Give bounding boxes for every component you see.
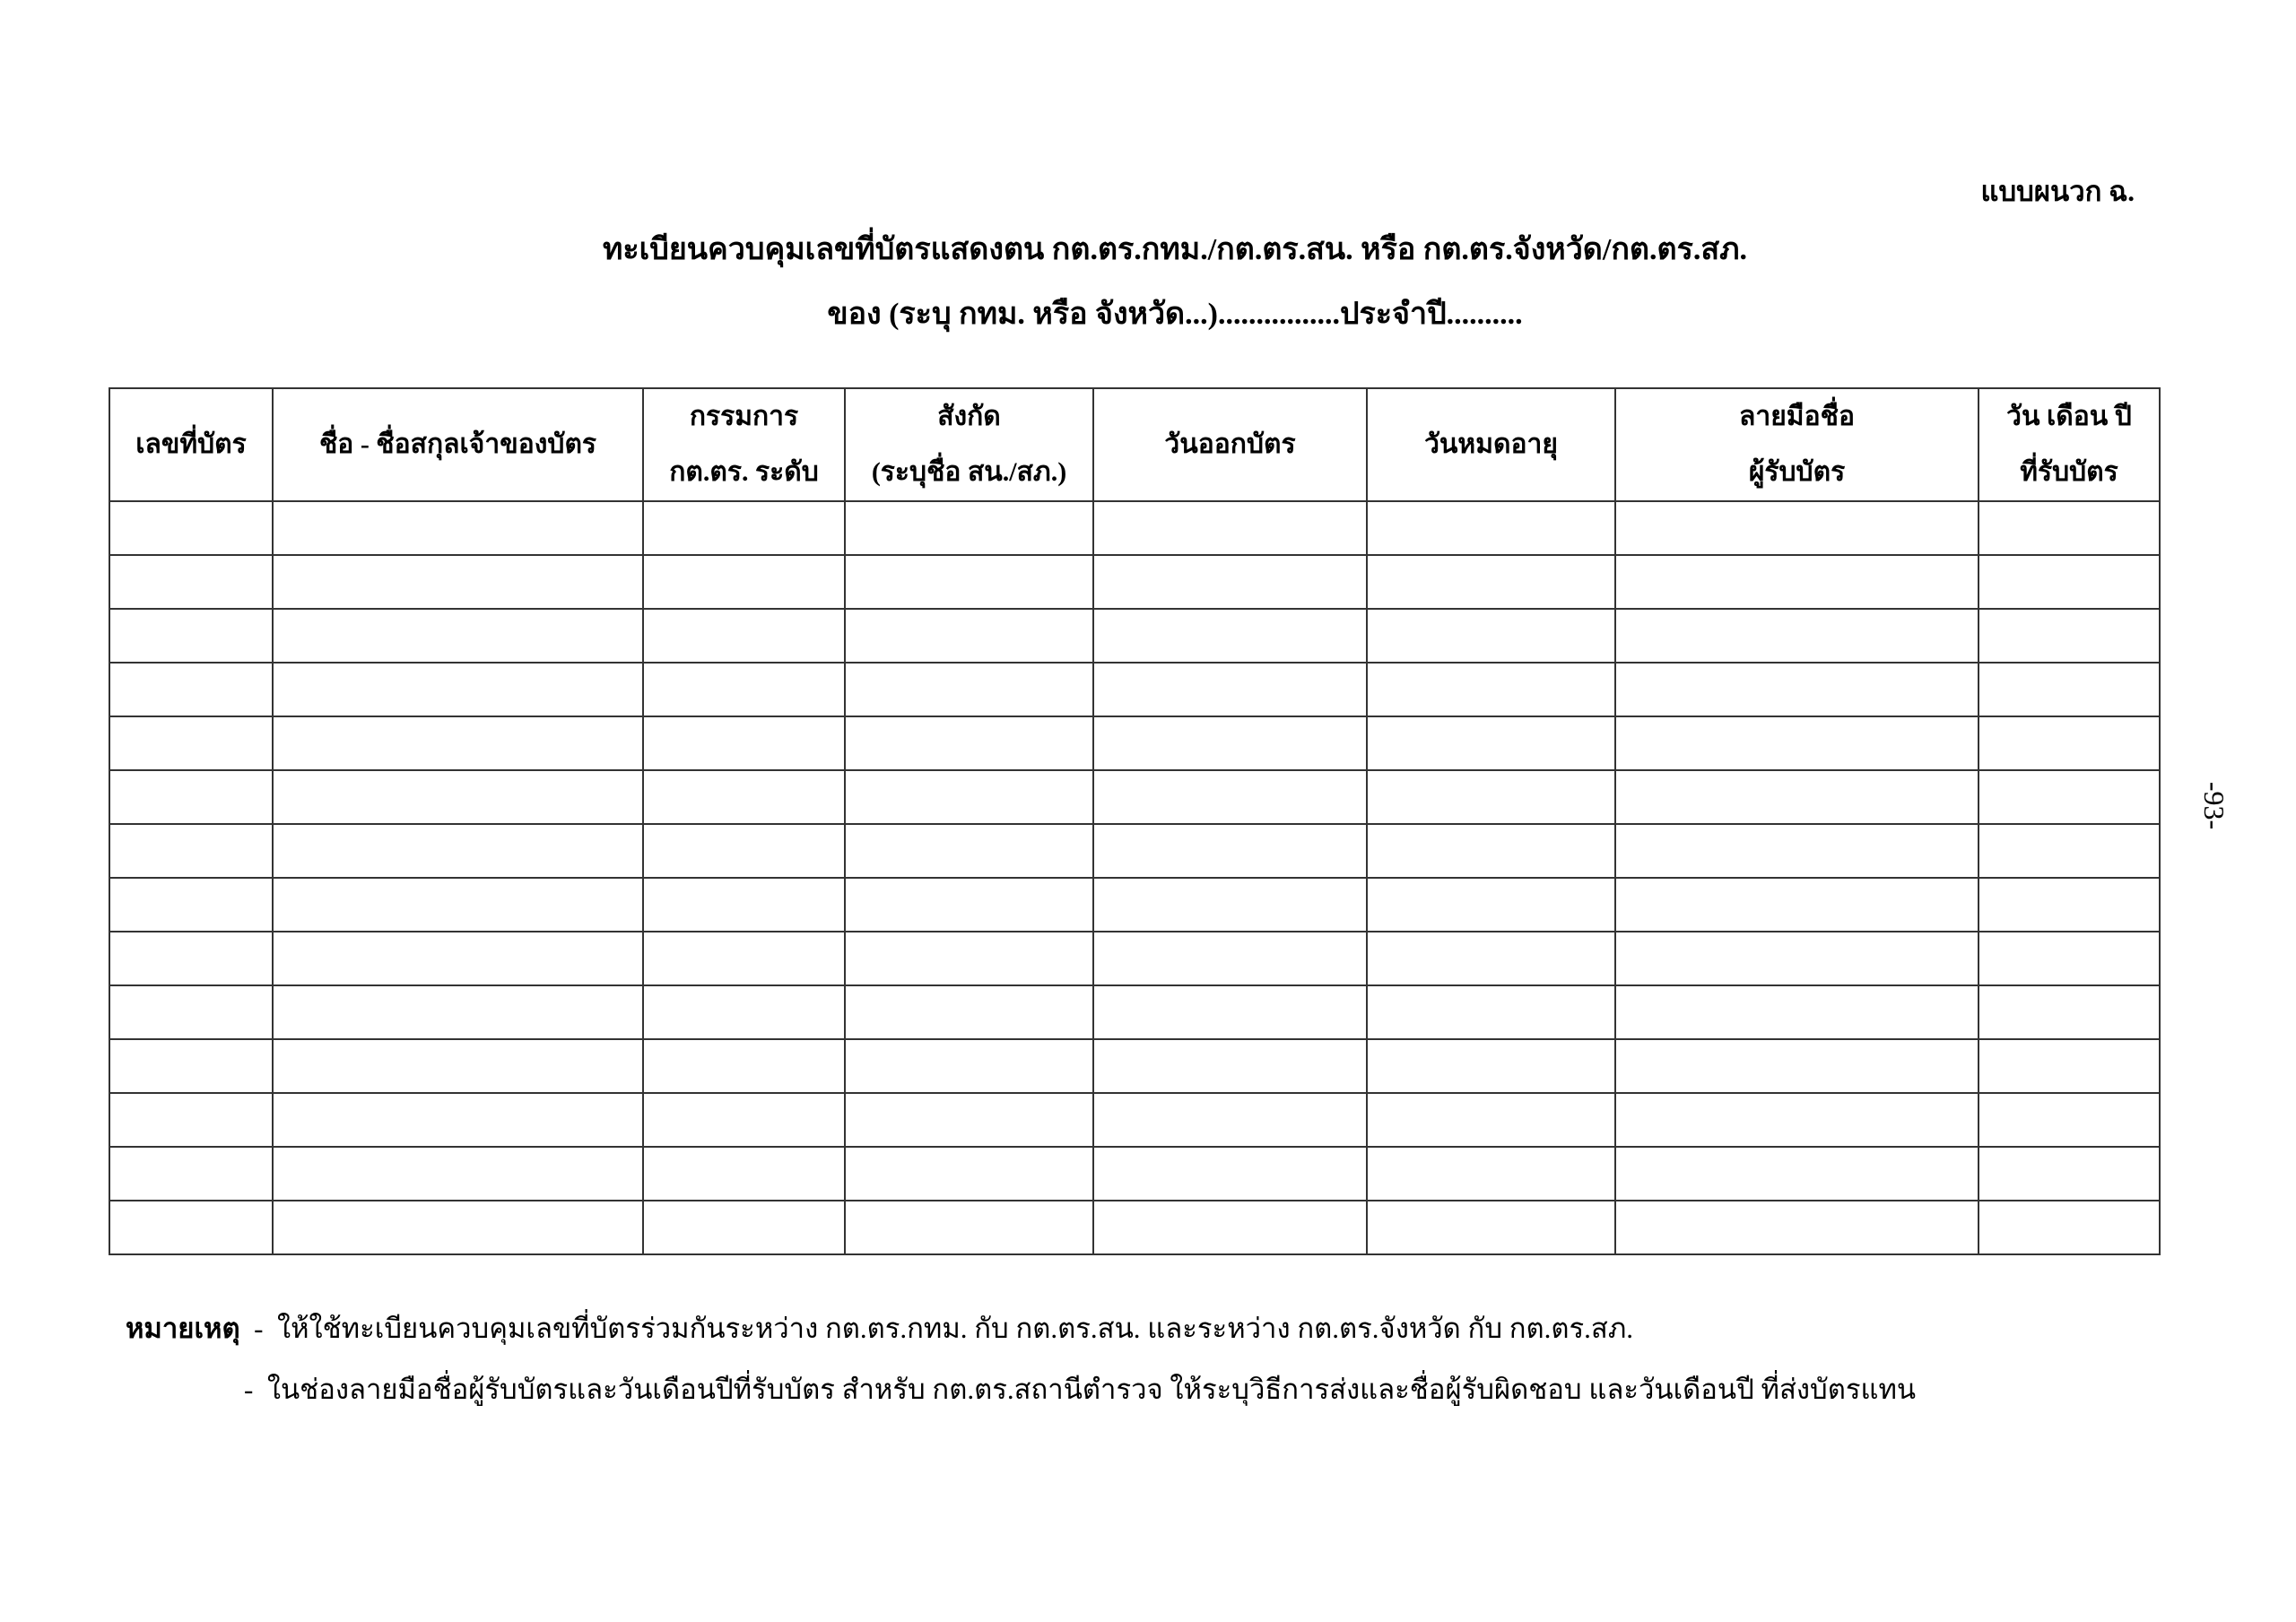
table-cell	[1367, 1039, 1615, 1093]
table-cell	[845, 1201, 1093, 1254]
table-cell	[1615, 501, 1979, 555]
table-row	[109, 770, 2160, 824]
table-cell	[1979, 663, 2160, 716]
table-cell	[1979, 1147, 2160, 1201]
table-cell	[273, 824, 643, 878]
note-line-2	[126, 1359, 1916, 1420]
table-cell	[1615, 609, 1979, 663]
table-cell	[273, 1093, 643, 1147]
table-cell	[643, 609, 845, 663]
table-cell	[643, 1147, 845, 1201]
table-cell	[845, 878, 1093, 932]
table-cell	[273, 1039, 643, 1093]
table-cell	[109, 501, 273, 555]
col-header-line: เลขที่บัตร	[135, 429, 247, 459]
table-row	[109, 609, 2160, 663]
table-cell	[273, 555, 643, 609]
table-cell	[1367, 609, 1615, 663]
col-header-owner-name	[273, 388, 643, 501]
col-header-line: กรรมการ	[689, 402, 799, 431]
table-cell	[1615, 878, 1979, 932]
table-cell	[1979, 501, 2160, 555]
table-cell	[1615, 1039, 1979, 1093]
table-cell	[273, 770, 643, 824]
table-cell	[1093, 770, 1367, 824]
table-cell	[109, 716, 273, 770]
table-cell	[1367, 770, 1615, 824]
table-cell	[845, 932, 1093, 985]
table-cell	[1093, 1201, 1367, 1254]
table-cell	[1979, 1201, 2160, 1254]
table-cell	[1093, 1147, 1367, 1201]
table-cell	[109, 1147, 273, 1201]
table-cell	[109, 932, 273, 985]
document-subtitle: ของ (ระบุ กทม. หรือ จังหวัด...)................ประจำปี..........	[827, 298, 1523, 331]
table-cell	[273, 663, 643, 716]
table-cell	[643, 985, 845, 1039]
note-text-2: ในช่องลายมือชื่อผู้รับบัตรและวันเดือนปีที่รับบัตร สำหรับ กต.ตร.สถานีตำรวจ ให้ระบุวิธีการส่งและชื่อผู้รับผิดชอบ และวันเดือนปี ที่ส่งบัตรแทน	[266, 1374, 1917, 1405]
table-cell	[643, 878, 845, 932]
table-cell	[1979, 609, 2160, 663]
table-cell	[845, 555, 1093, 609]
col-header-line: ที่รับบัตร	[2020, 457, 2118, 487]
col-header-expiry-date	[1367, 388, 1615, 501]
table-cell	[1367, 878, 1615, 932]
table-cell	[1367, 824, 1615, 878]
table-row	[109, 878, 2160, 932]
table-cell	[1093, 824, 1367, 878]
col-header-committee-level	[643, 388, 845, 501]
col-header-line: (ระบุชื่อ สน./สภ.)	[871, 457, 1067, 487]
table-cell	[1979, 1039, 2160, 1093]
table-cell	[1093, 932, 1367, 985]
table-cell	[643, 1201, 845, 1254]
col-header-card-number	[109, 388, 273, 501]
table-row	[109, 985, 2160, 1039]
col-header-line: ลายมือชื่อ	[1739, 402, 1855, 431]
table-cell	[643, 1039, 845, 1093]
table-cell	[1615, 555, 1979, 609]
table-cell	[845, 663, 1093, 716]
table-cell	[1615, 663, 1979, 716]
table-cell	[1367, 1093, 1615, 1147]
table-cell	[1979, 1093, 2160, 1147]
table-cell	[643, 716, 845, 770]
table-cell	[1615, 1201, 1979, 1254]
table-cell	[273, 1201, 643, 1254]
table-cell	[845, 770, 1093, 824]
table-cell	[1615, 932, 1979, 985]
table-cell	[109, 770, 273, 824]
table-cell	[109, 1093, 273, 1147]
col-header-line: วันหมดอายุ	[1424, 429, 1558, 459]
table-cell	[1093, 663, 1367, 716]
note-dash: -	[244, 1374, 254, 1405]
col-header-line: วัน เดือน ปี	[2006, 402, 2132, 431]
table-cell	[845, 1147, 1093, 1201]
table-row	[109, 555, 2160, 609]
col-header-line: กต.ตร. ระดับ	[669, 457, 819, 487]
table-cell	[109, 663, 273, 716]
note-line-1	[126, 1298, 1916, 1359]
table-cell	[643, 824, 845, 878]
note-dash: -	[254, 1313, 264, 1344]
table-cell	[1367, 501, 1615, 555]
table-cell	[845, 609, 1093, 663]
table-cell	[643, 770, 845, 824]
table-cell	[1615, 985, 1979, 1039]
table-cell	[643, 555, 845, 609]
table-cell	[109, 555, 273, 609]
table-cell	[1093, 878, 1367, 932]
notes-label: หมายเหตุ	[126, 1313, 240, 1344]
table-cell	[273, 985, 643, 1039]
table-cell	[845, 824, 1093, 878]
table-cell	[643, 501, 845, 555]
col-header-received-date	[1979, 388, 2160, 501]
col-header-line: วันออกบัตร	[1164, 429, 1296, 459]
table-cell	[1615, 1093, 1979, 1147]
table-cell	[845, 1039, 1093, 1093]
table-row	[109, 1039, 2160, 1093]
table-cell	[1615, 716, 1979, 770]
table-cell	[1979, 716, 2160, 770]
table-cell	[1979, 555, 2160, 609]
table-row	[109, 1093, 2160, 1147]
table-cell	[845, 1093, 1093, 1147]
table-cell	[109, 878, 273, 932]
register-table	[109, 387, 2161, 1255]
table-cell	[1367, 1147, 1615, 1201]
table-cell	[845, 501, 1093, 555]
table-cell	[643, 1093, 845, 1147]
table-row	[109, 932, 2160, 985]
table-cell	[1615, 1147, 1979, 1201]
table-cell	[1615, 824, 1979, 878]
document-title: ทะเบียนควบคุมเลขที่บัตรแสดงตน กต.ตร.กทม./กต.ตร.สน. หรือ กต.ตร.จังหวัด/กต.ตร.สภ.	[602, 233, 1747, 266]
table-cell	[1093, 1039, 1367, 1093]
table-cell	[1093, 609, 1367, 663]
register-table-body	[109, 501, 2160, 1254]
table-cell	[1979, 985, 2160, 1039]
table-row	[109, 1147, 2160, 1201]
table-cell	[109, 609, 273, 663]
table-cell	[109, 1201, 273, 1254]
table-cell	[1979, 770, 2160, 824]
table-cell	[643, 663, 845, 716]
table-cell	[273, 501, 643, 555]
table-cell	[1367, 932, 1615, 985]
note-text-1: ให้ใช้ทะเบียนควบคุมเลขที่บัตรร่วมกันระหว่าง กต.ตร.กทม. กับ กต.ตร.สน. และระหว่าง กต.ตร.จังหวัด กับ กต.ตร.สภ.	[276, 1313, 1634, 1344]
table-cell	[1093, 555, 1367, 609]
table-row	[109, 716, 2160, 770]
table-cell	[1367, 985, 1615, 1039]
table-cell	[1093, 985, 1367, 1039]
table-cell	[273, 716, 643, 770]
table-cell	[1367, 555, 1615, 609]
table-cell	[1367, 1201, 1615, 1254]
table-cell	[845, 716, 1093, 770]
col-header-line: สังกัด	[937, 402, 1001, 431]
col-header-line: ผู้รับบัตร	[1748, 457, 1846, 487]
table-cell	[1093, 716, 1367, 770]
table-cell	[643, 932, 845, 985]
notes-section	[126, 1298, 1916, 1420]
page-number: -93-	[2198, 781, 2231, 830]
table-cell	[845, 985, 1093, 1039]
col-header-issue-date	[1093, 388, 1367, 501]
table-cell	[273, 878, 643, 932]
table-row	[109, 1201, 2160, 1254]
table-row	[109, 824, 2160, 878]
table-cell	[273, 932, 643, 985]
attachment-label: แบบผนวก ฉ.	[1980, 176, 2135, 207]
table-cell	[273, 1147, 643, 1201]
table-row	[109, 663, 2160, 716]
table-cell	[273, 609, 643, 663]
col-header-affiliation	[845, 388, 1093, 501]
table-cell	[109, 824, 273, 878]
col-header-line: ชื่อ - ชื่อสกุลเจ้าของบัตร	[318, 429, 597, 459]
col-header-recipient-signature	[1615, 388, 1979, 501]
table-header-row	[109, 388, 2160, 501]
table-cell	[1979, 824, 2160, 878]
table-cell	[1367, 663, 1615, 716]
table-cell	[109, 1039, 273, 1093]
table-cell	[1367, 716, 1615, 770]
table-cell	[1093, 1093, 1367, 1147]
table-cell	[1979, 932, 2160, 985]
table-row	[109, 501, 2160, 555]
table-cell	[109, 985, 273, 1039]
table-cell	[1615, 770, 1979, 824]
table-cell	[1093, 501, 1367, 555]
table-cell	[1979, 878, 2160, 932]
